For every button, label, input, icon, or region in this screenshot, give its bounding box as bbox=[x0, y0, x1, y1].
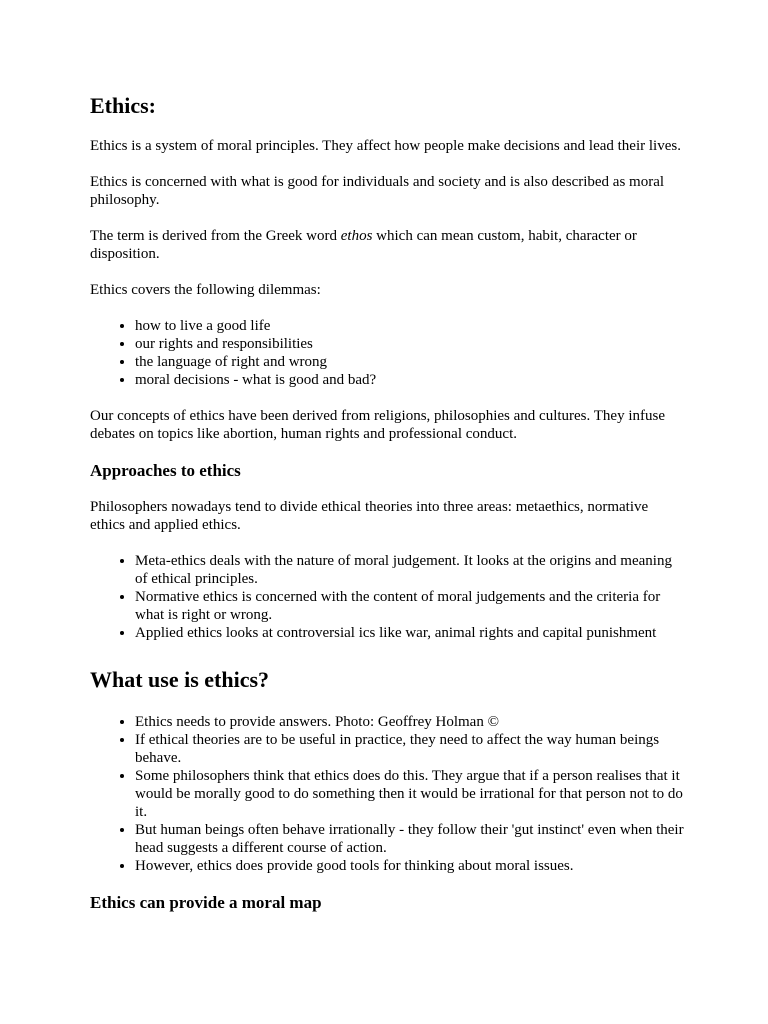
moral-map-heading: Ethics can provide a moral map bbox=[90, 893, 322, 912]
list-item: • If ethical theories are to be useful in practice, they need to affect the way human beings behave. bbox=[135, 731, 686, 767]
list-item: • Ethics needs to provide answers. Photo: Geoffrey Holman © bbox=[135, 713, 686, 731]
use-list bbox=[90, 713, 686, 875]
list-item: • moral decisions - what is good and bad? bbox=[135, 371, 686, 389]
list-item: • Normative ethics is concerned with the content of moral judgements and the criteria for what is right or wrong. bbox=[135, 588, 686, 624]
list-item: • However, ethics does provide good tools for thinking about moral issues. bbox=[135, 857, 686, 875]
list-item: • how to live a good life bbox=[135, 317, 686, 335]
approaches-intro: Philosophers nowadays tend to divide ethical theories into three areas: metaethics, normative ethics and applied ethics. bbox=[90, 499, 649, 533]
concepts-paragraph: Our concepts of ethics have been derived from religions, philosophies and cultures. They infuse debates on topics like abortion, human rights and professional conduct. bbox=[90, 408, 665, 442]
list-item: • our rights and responsibilities bbox=[135, 335, 686, 353]
list-item: • the language of right and wrong bbox=[135, 353, 686, 371]
approaches-heading: Approaches to ethics bbox=[90, 461, 241, 480]
approaches-list bbox=[90, 552, 686, 642]
dilemmas-list bbox=[90, 317, 686, 389]
dilemmas-intro: Ethics covers the following dilemmas: bbox=[90, 282, 321, 298]
list-item: • Some philosophers think that ethics does do this. They argue that if a person realises that it would be morally good to do something then it would be irrational for that person not to do it. bbox=[135, 767, 686, 821]
intro-paragraph: Ethics is concerned with what is good for individuals and society and is also described as moral philosophy. bbox=[90, 174, 665, 208]
use-heading: What use is ethics? bbox=[90, 667, 270, 692]
list-item: • Meta-ethics deals with the nature of moral judgement. It looks at the origins and meaning of ethical principles. bbox=[135, 552, 686, 588]
intro-paragraph: Ethics is a system of moral principles. They affect how people make decisions and lead their lives. bbox=[90, 138, 681, 154]
list-item: • But human beings often behave irrationally - they follow their 'gut instinct' even when their head suggests a different course of action. bbox=[135, 821, 686, 857]
list-item: • Applied ethics looks at controversial ics like war, animal rights and capital punishment bbox=[135, 624, 686, 642]
document-page bbox=[90, 93, 686, 930]
greek-term: ethos bbox=[340, 228, 373, 244]
derivation-text-after: which can mean custom, habit, character or disposition. bbox=[90, 228, 637, 262]
derivation-text-before: The term is derived from the Greek word bbox=[90, 228, 341, 244]
derivation-paragraph bbox=[90, 227, 686, 263]
page-title: Ethics: bbox=[90, 93, 156, 118]
